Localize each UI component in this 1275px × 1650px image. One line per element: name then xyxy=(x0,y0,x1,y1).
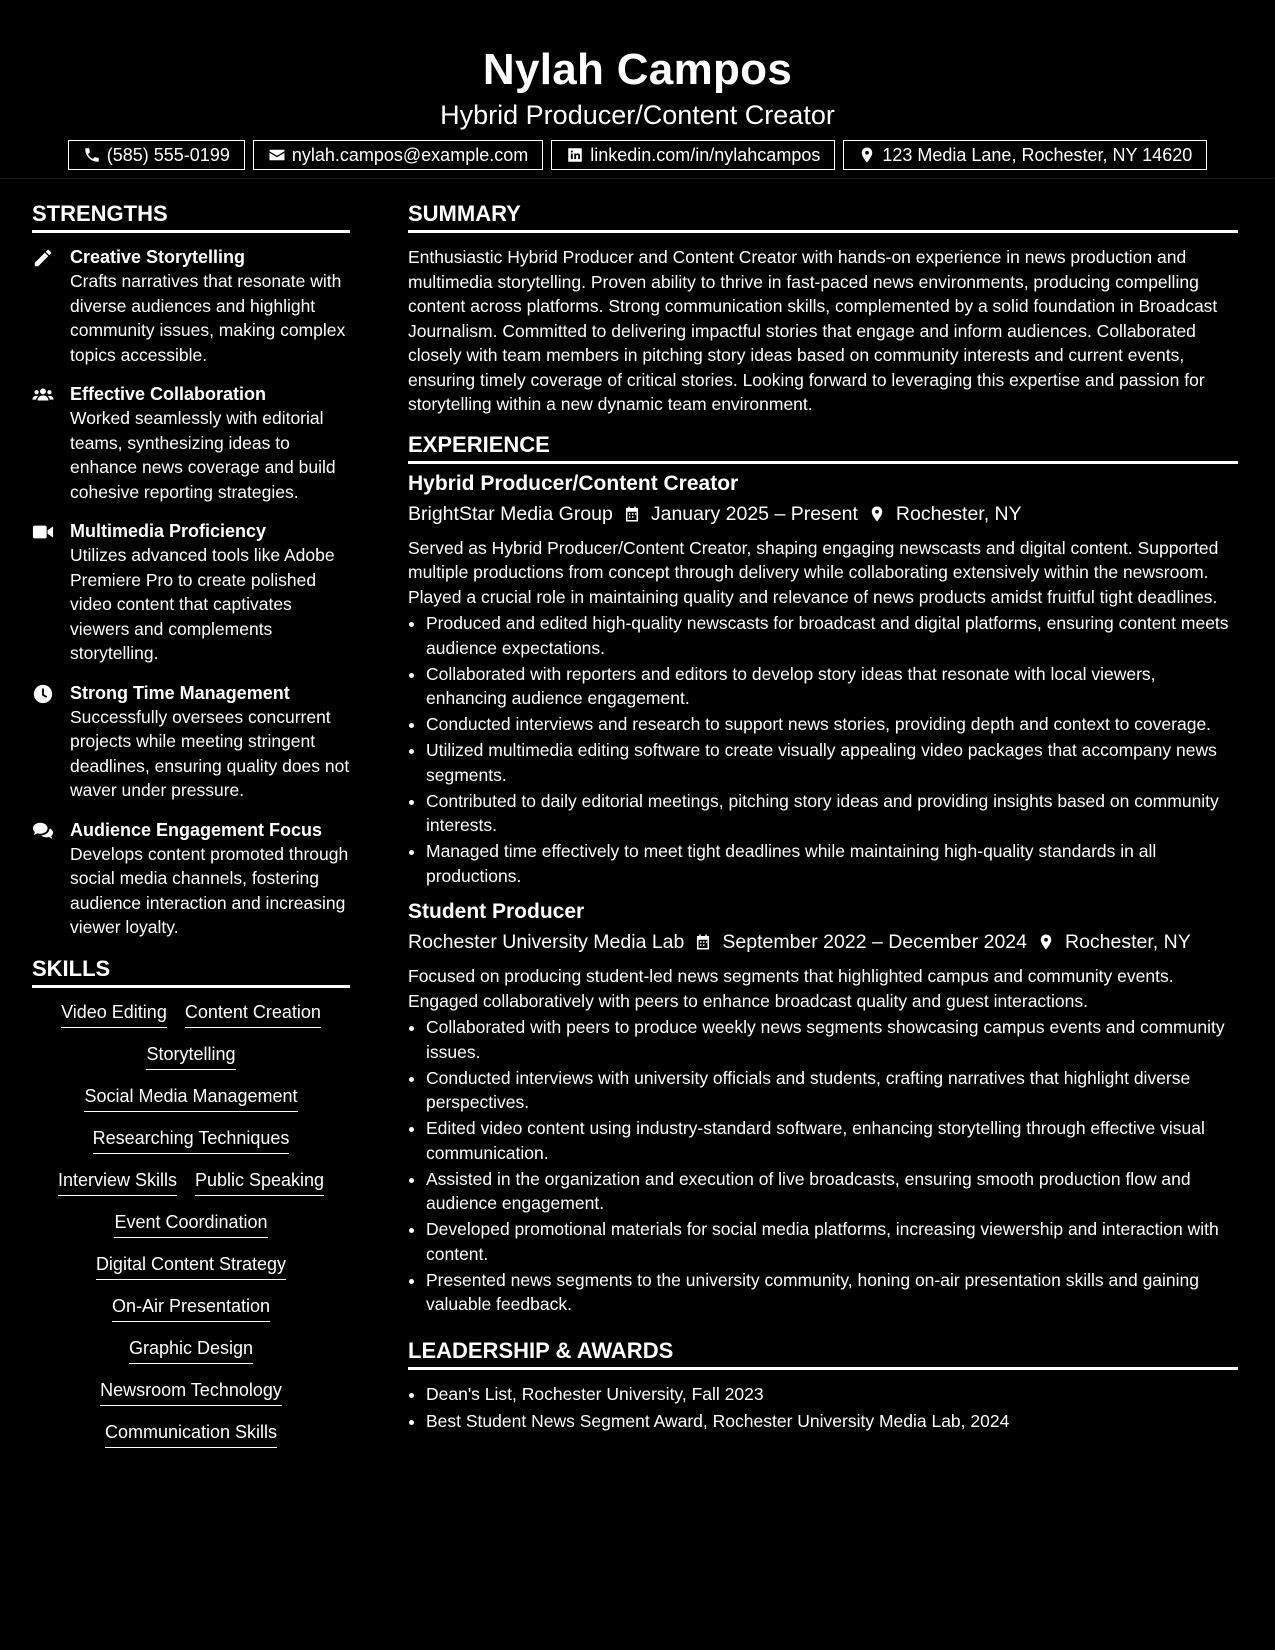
strength-desc: Develops content promoted through social media channels, fostering audience interaction and increasing viewer loyalty. xyxy=(70,843,349,937)
list-item: • Produced and edited high-quality newscasts for broadcast and digital platforms, ensuring content meets audience expectations. xyxy=(426,611,1238,660)
list-item: • Utilized multimedia editing software to create visually appealing video packages that accompany news segments. xyxy=(426,738,1238,787)
strength-item xyxy=(32,519,350,666)
contact-linkedin-text: linkedin.com/in/nylahcampos xyxy=(590,145,821,165)
strength-desc: Utilizes advanced tools like Adobe Premiere Pro to create polished video content that captivates viewers and complements storytelling. xyxy=(70,545,335,663)
strength-item xyxy=(32,382,350,504)
skill-tag: Communication Skills xyxy=(105,1420,277,1448)
list-item: • Contributed to daily editorial meetings, pitching story ideas and providing insights based on community interests. xyxy=(426,789,1238,838)
skill-tag: Newsroom Technology xyxy=(100,1378,282,1406)
summary-text: Enthusiastic Hybrid Producer and Content Creator with hands-on experience in news production and multimedia storytelling. Proven ability to thrive in fast-paced news environments, producing compelling content across platforms. Strong communication skills, complemented by a solid foundation in Broadcast Journalism. Committed to delivering impactful stories that engage and inform audiences. Collaborated closely with team members in pitching story ideas based on community interests and current events, ensuring timely coverage of critical stories. Looking forward to leveraging this expertise and passion for storytelling within a new dynamic team environment. xyxy=(408,247,1218,414)
strengths-heading: STRENGTHS xyxy=(32,200,350,233)
calendar-icon xyxy=(694,933,712,951)
phone-icon xyxy=(83,146,101,164)
job-meta xyxy=(408,500,1238,528)
skills-list xyxy=(32,1000,350,1448)
map-pin-icon xyxy=(868,505,886,523)
job-company: Rochester University Media Lab xyxy=(408,931,685,953)
sidebar xyxy=(32,200,350,1462)
video-camera-icon xyxy=(32,521,54,543)
strength-item xyxy=(32,681,350,803)
job-meta xyxy=(408,928,1238,956)
candidate-name: Nylah Campos xyxy=(482,45,793,94)
strength-item xyxy=(32,245,350,367)
skills-heading: SKILLS xyxy=(32,955,350,988)
skill-tag: Public Speaking xyxy=(195,1168,324,1196)
skill-tag: On-Air Presentation xyxy=(112,1294,270,1322)
job-title: Hybrid Producer/Content Creator xyxy=(408,471,739,495)
strength-title: Effective Collaboration xyxy=(70,384,267,404)
strength-item xyxy=(32,818,350,940)
strength-desc: Worked seamlessly with editorial teams, synthesizing ideas to enhance news coverage and build cohesive reporting strategies. xyxy=(70,408,336,502)
skill-tag: Storytelling xyxy=(146,1042,235,1070)
awards-heading: LEADERSHIP & AWARDS xyxy=(408,1337,1238,1370)
list-item: • Managed time effectively to meet tight deadlines while maintaining high-quality standards in all productions. xyxy=(426,839,1238,888)
skill-tag: Video Editing xyxy=(61,1000,167,1028)
candidate-title: Hybrid Producer/Content Creator xyxy=(440,100,835,130)
contact-email-text: nylah.campos@example.com xyxy=(291,145,529,165)
strength-desc: Crafts narratives that resonate with diverse audiences and highlight community issues, making complex topics accessible. xyxy=(70,271,346,365)
job-dates: January 2025 – Present xyxy=(650,502,858,525)
skill-tag: Interview Skills xyxy=(58,1168,177,1196)
job-dates: September 2022 – December 2024 xyxy=(722,931,1027,953)
list-item: • Best Student News Segment Award, Rochester University Media Lab, 2024 xyxy=(426,1409,1238,1434)
contact-address[interactable] xyxy=(843,140,1207,170)
contact-address-text: 123 Media Lane, Rochester, NY 14620 xyxy=(882,145,1193,165)
calendar-icon xyxy=(623,505,641,523)
pencil-icon xyxy=(32,247,54,269)
job-entry xyxy=(408,898,1238,1317)
experience-heading: EXPERIENCE xyxy=(408,431,1238,464)
contact-phone[interactable] xyxy=(68,140,245,170)
list-item: • Conducted interviews with university officials and students, crafting narratives that highlight diverse perspectives. xyxy=(426,1066,1238,1115)
list-item: • Presented news segments to the university community, honing on-air presentation skills and gaining valuable feedback. xyxy=(426,1268,1238,1317)
list-item: • Dean's List, Rochester University, Fall 2023 xyxy=(426,1382,1238,1407)
envelope-icon xyxy=(268,146,286,164)
job-bullets xyxy=(408,611,1238,888)
strength-title: Strong Time Management xyxy=(70,682,290,703)
list-item: • Conducted interviews and research to support news stories, providing depth and context to coverage. xyxy=(426,712,1238,737)
strength-title: Multimedia Proficiency xyxy=(70,521,267,541)
skill-tag: Graphic Design xyxy=(129,1336,253,1364)
contact-linkedin[interactable] xyxy=(551,140,835,170)
awards-list xyxy=(408,1382,1238,1434)
contact-phone-text: (585) 555-0199 xyxy=(106,145,230,165)
job-description: Served as Hybrid Producer/Content Creator, shaping engaging newscasts and digital content. Supported multiple productions from concept through delivery while collaborating extensively within the newsroom. Played a crucial role in maintaining quality and relevance of news products amidst fruitful tight deadlines. xyxy=(408,537,1219,607)
list-item: • Assisted in the organization and execution of live broadcasts, ensuring smooth production flow and audience engagement. xyxy=(426,1167,1238,1216)
skill-tag: Event Coordination xyxy=(114,1210,267,1238)
list-item: • Developed promotional materials for social media platforms, increasing viewership and interaction with content. xyxy=(426,1217,1238,1266)
job-description: Focused on producing student-led news segments that highlighted campus and community events. Engaged collaboratively with peers to enhance broadcast quality and guest interactions. xyxy=(408,966,1174,1011)
skill-tag: Content Creation xyxy=(185,1000,321,1028)
job-company: BrightStar Media Group xyxy=(408,502,613,525)
resume-header xyxy=(0,0,1275,170)
users-icon xyxy=(32,384,54,406)
summary-heading: SUMMARY xyxy=(408,200,1238,233)
header-divider xyxy=(0,178,1275,179)
job-title: Student Producer xyxy=(408,900,585,923)
strength-title: Audience Engagement Focus xyxy=(70,819,323,840)
list-item: • Edited video content using industry-standard software, enhancing storytelling through effective visual communication. xyxy=(426,1116,1238,1165)
map-pin-icon xyxy=(1037,933,1055,951)
strength-title: Creative Storytelling xyxy=(70,247,246,267)
clock-icon xyxy=(32,683,54,705)
list-item: • Collaborated with peers to produce weekly news segments showcasing campus events and community issues. xyxy=(426,1015,1238,1064)
skill-tag: Researching Techniques xyxy=(93,1126,290,1154)
skill-tag: Social Media Management xyxy=(84,1084,297,1112)
job-location: Rochester, NY xyxy=(895,502,1022,525)
linkedin-icon xyxy=(566,146,584,164)
contact-email[interactable] xyxy=(253,140,543,170)
list-item: • Collaborated with reporters and editors to develop story ideas that resonate with local viewers, enhancing audience engagement. xyxy=(426,662,1238,711)
skill-tag: Digital Content Strategy xyxy=(96,1252,286,1280)
map-pin-icon xyxy=(858,146,876,164)
strength-desc: Successfully oversees concurrent projects while meeting stringent deadlines, ensuring quality does not waver under pressure. xyxy=(70,706,350,800)
contact-bar xyxy=(0,140,1275,170)
job-bullets xyxy=(408,1015,1238,1317)
job-entry xyxy=(408,470,1238,889)
comments-icon xyxy=(32,820,54,842)
main-content xyxy=(408,200,1238,1437)
job-location: Rochester, NY xyxy=(1065,931,1191,953)
